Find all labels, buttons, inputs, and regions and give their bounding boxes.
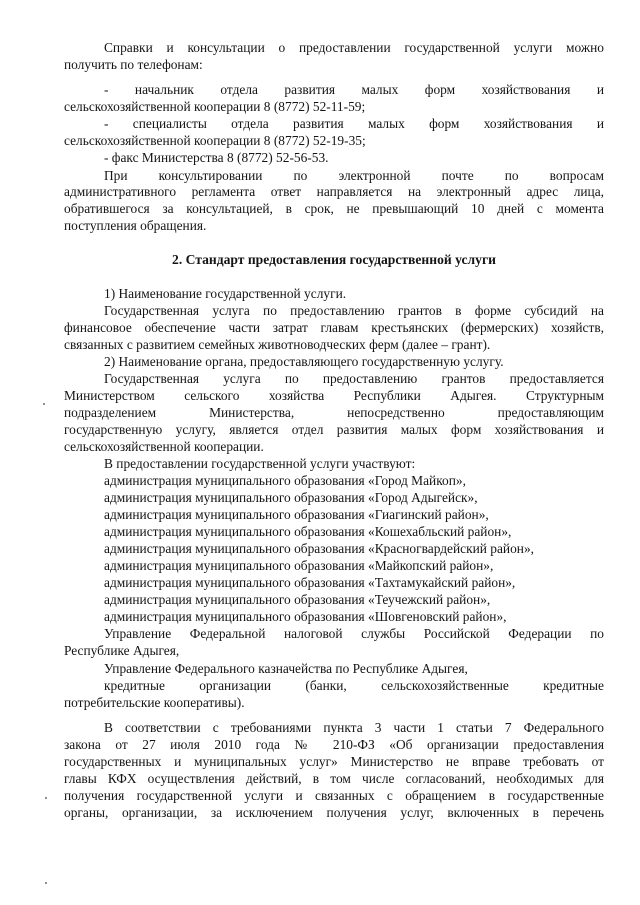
text-line: закона от 27 июля 2010 года № 210-ФЗ «Об организации предоставления	[64, 737, 604, 752]
text-line: сельскохозяйственной кооперации 8 (8772) 52-19-35;	[64, 133, 366, 148]
text-line: подразделением Министерства, непосредственно предоставляющим	[64, 405, 604, 420]
list-item: администрация муниципального образования «Красногвардейский район»,	[104, 541, 534, 556]
text-line: получения государственной услуги и связанных с обращением в государственные	[64, 788, 604, 803]
text-line: обратившегося за консультацией, в срок, не превышающий 10 дней с момента	[64, 201, 604, 216]
text-line: государственную услугу, является отдел развития малых форм хозяйствования и	[64, 422, 604, 437]
list-item: администрация муниципального образования «Город Майкоп»,	[104, 473, 466, 488]
list-item: администрация муниципального образования «Город Адыгейск»,	[104, 490, 478, 505]
list-item: администрация муниципального образования «Майкопский район»,	[104, 558, 494, 573]
list-item: администрация муниципального образования «Кошехабльский район»,	[104, 524, 512, 539]
list-item: администрация муниципального образования «Тахтамукайский район»,	[104, 575, 516, 590]
text-line: Справки и консультации о предоставлении государственной услуги можно	[104, 40, 604, 55]
list-item: Управление Федерального казначейства по Республике Адыгея,	[104, 661, 468, 676]
text-line: органы, организации, за исключением получения услуг, включенных в перечень	[64, 805, 604, 820]
text-line: - начальник отдела развития малых форм хозяйствования и	[104, 82, 604, 97]
text-line: административного регламента ответ направляется на электронный адрес лица,	[64, 184, 604, 199]
list-item: кредитные организации (банки, сельскохозяйственные кредитные	[104, 678, 604, 693]
text-line: Государственная услуга по предоставлению грантов в форме субсидий на	[104, 303, 604, 318]
list-item: администрация муниципального образования «Гиагинский район»,	[104, 507, 489, 522]
list-item: администрация муниципального образования «Теучежский район»,	[104, 592, 491, 607]
scan-speck	[43, 403, 45, 405]
list-item: администрация муниципального образования «Шовгеновский район»,	[104, 609, 507, 624]
text-line: При консультировании по электронной почте по вопросам	[104, 168, 604, 183]
text-line: - факс Министерства 8 (8772) 52-56-53.	[104, 150, 329, 165]
scan-speck	[45, 797, 47, 799]
list-item: Управление Федеральной налоговой службы Российской Федерации по	[104, 626, 604, 641]
text-line: Министерством сельского хозяйства Республики Адыгея. Структурным	[64, 388, 604, 403]
text-line: получить по телефонам:	[64, 57, 203, 72]
text-line: В соответствии с требованиями пункта 3 части 1 статьи 7 Федерального	[104, 720, 604, 735]
text-line: 2) Наименование органа, предоставляющего государственную услугу.	[104, 354, 504, 369]
scan-speck	[45, 882, 47, 884]
text-line: В предоставлении государственной услуги участвуют:	[104, 456, 416, 471]
text-line: главы КФХ осуществления действий, в том числе согласований, необходимых для	[64, 771, 604, 786]
text-line: государственных и муниципальных услуг» Министерство не вправе требовать от	[64, 754, 604, 769]
text-line: Государственная услуга по предоставлению грантов предоставляется	[104, 371, 604, 386]
text-line: связанных с развитием семейных животноводческих ферм (далее – грант).	[64, 337, 491, 352]
text-line: 1) Наименование государственной услуги.	[104, 286, 347, 301]
text-line: сельскохозяйственной кооперации 8 (8772) 52-11-59;	[64, 99, 366, 114]
text-line: финансовое обеспечение части затрат главам крестьянских (фермерских) хозяйств,	[64, 320, 604, 335]
text-line: сельскохозяйственной кооперации.	[64, 439, 264, 454]
text-line: поступления обращения.	[64, 218, 207, 233]
text-line: Республике Адыгея,	[64, 643, 180, 658]
text-line: - специалисты отдела развития малых форм хозяйствования и	[104, 116, 604, 131]
section-heading: 2. Стандарт предоставления государственной услуги	[172, 252, 496, 267]
text-line: потребительские кооперативы).	[64, 695, 245, 710]
